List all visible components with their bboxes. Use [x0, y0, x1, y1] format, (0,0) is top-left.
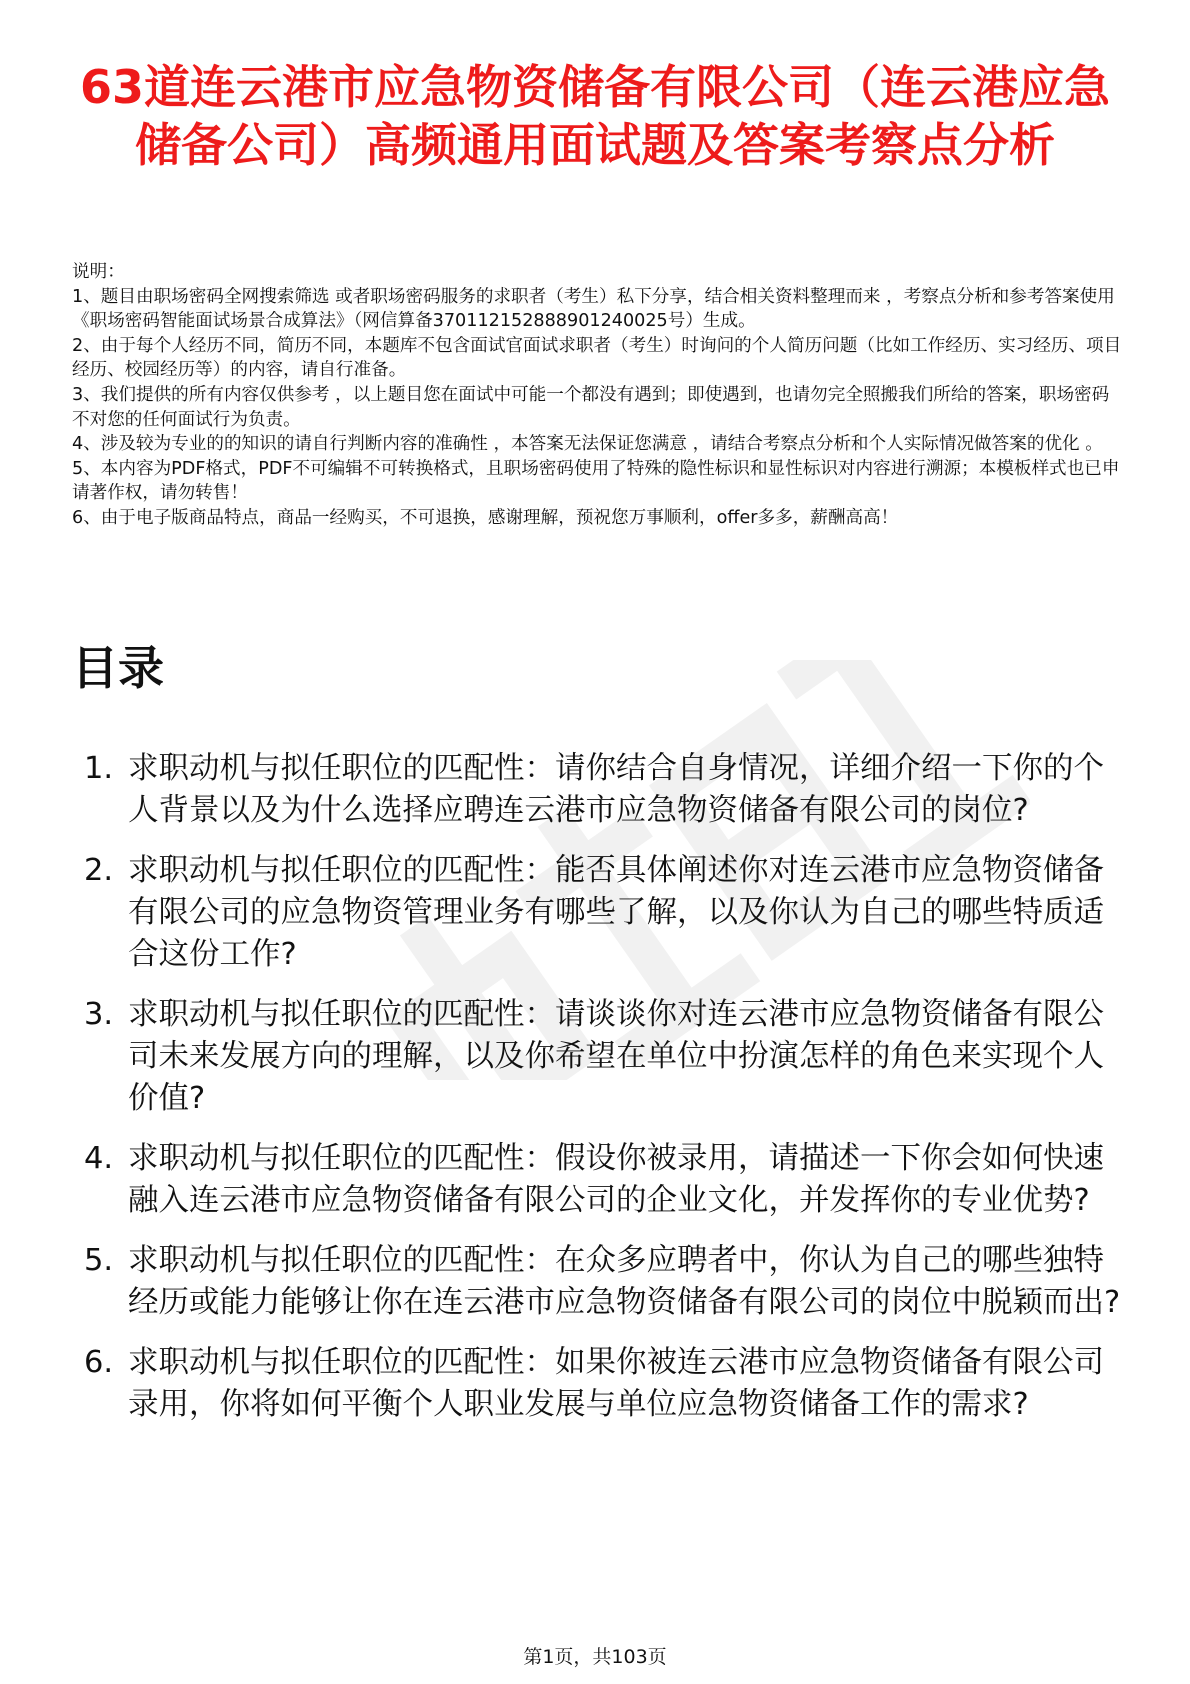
toc-item-text[interactable]: 求职动机与拟任职位的匹配性：假设你被录用，请描述一下你会如何快速融入连云港市应急物资储备有限公司的企业文化，并发挥你的专业优势? — [128, 1141, 1104, 1218]
toc-item-number: 1. — [84, 751, 114, 786]
notes-section — [72, 260, 1122, 531]
toc-item-number: 2. — [84, 853, 114, 888]
page-footer: 第1页，共103页 — [523, 1646, 667, 1668]
document-title: 63道连云港市应急物资储备有限公司（连云港应急储备公司）高频通用面试题及答案考察点分析 — [79, 60, 1110, 172]
toc-heading: 目录 — [72, 641, 164, 695]
toc-item[interactable] — [72, 1342, 1132, 1426]
note-item: 1、题目由职场密码全网搜索筛选 或者职场密码服务的求职者（考生）私下分享，结合相关资料整理而来 ，考察点分析和参考答案使用《职场密码智能面试场景合成算法》（网信算备370112152888901240025号）生成。 — [72, 286, 1115, 332]
toc-item-number: 4. — [84, 1141, 114, 1176]
toc-item-number: 3. — [84, 997, 114, 1032]
toc-item-text[interactable]: 求职动机与拟任职位的匹配性：请谈谈你对连云港市应急物资储备有限公司未来发展方向的理解，以及你希望在单位中扮演怎样的角色来实现个人价值? — [128, 997, 1104, 1116]
toc-item-text[interactable]: 求职动机与拟任职位的匹配性：请你结合自身情况，详细介绍一下你的个人背景以及为什么选择应聘连云港市应急物资储备有限公司的岗位? — [128, 751, 1104, 828]
toc-item-number: 5. — [84, 1243, 114, 1278]
toc-item[interactable] — [72, 994, 1132, 1120]
toc-item-text[interactable]: 求职动机与拟任职位的匹配性：能否具体阐述你对连云港市应急物资储备有限公司的应急物资管理业务有哪些了解，以及你认为自己的哪些特质适合这份工作? — [128, 853, 1104, 972]
note-item: 3、我们提供的所有内容仅供参考 ，以上题目您在面试中可能一个都没有遇到；即使遇到，也请勿完全照搬我们所给的答案，职场密码不对您的任何面试行为负责。 — [72, 384, 1110, 430]
toc-item-text[interactable]: 求职动机与拟任职位的匹配性：在众多应聘者中，你认为自己的哪些独特经历或能力能够让你在连云港市应急物资储备有限公司的岗位中脱颖而出? — [128, 1243, 1121, 1320]
toc-item[interactable] — [72, 850, 1132, 976]
toc-item[interactable] — [72, 1240, 1132, 1324]
note-item: 4、涉及较为专业的的知识的请自行判断内容的准确性 ，本答案无法保证您满意 ，请结合考察点分析和个人实际情况做答案的优化 。 — [72, 434, 1103, 455]
notes-heading: 说明： — [72, 262, 125, 282]
toc-item-text[interactable]: 求职动机与拟任职位的匹配性：如果你被连云港市应急物资储备有限公司录用，你将如何平衡个人职业发展与单位应急物资储备工作的需求? — [128, 1345, 1104, 1422]
toc-list — [72, 748, 1132, 1444]
note-item: 6、由于电子版商品特点，商品一经购买，不可退换，感谢理解，预祝您万事顺利，offer多多，薪酬高高！ — [72, 507, 899, 528]
toc-item-number: 6. — [84, 1345, 114, 1380]
note-item: 2、由于每个人经历不同，简历不同，本题库不包含面试官面试求职者（考生）时询问的个人简历问题（比如工作经历、实习经历、项目经历、校园经历等）的内容，请自行准备。 — [72, 335, 1122, 381]
toc-item[interactable] — [72, 748, 1132, 832]
note-item: 5、本内容为PDF格式，PDF不可编辑不可转换格式，且职场密码使用了特殊的隐性标识和显性标识对内容进行溯源；本模板样式也已申请著作权，请勿转售！ — [72, 458, 1120, 504]
toc-item[interactable] — [72, 1138, 1132, 1222]
